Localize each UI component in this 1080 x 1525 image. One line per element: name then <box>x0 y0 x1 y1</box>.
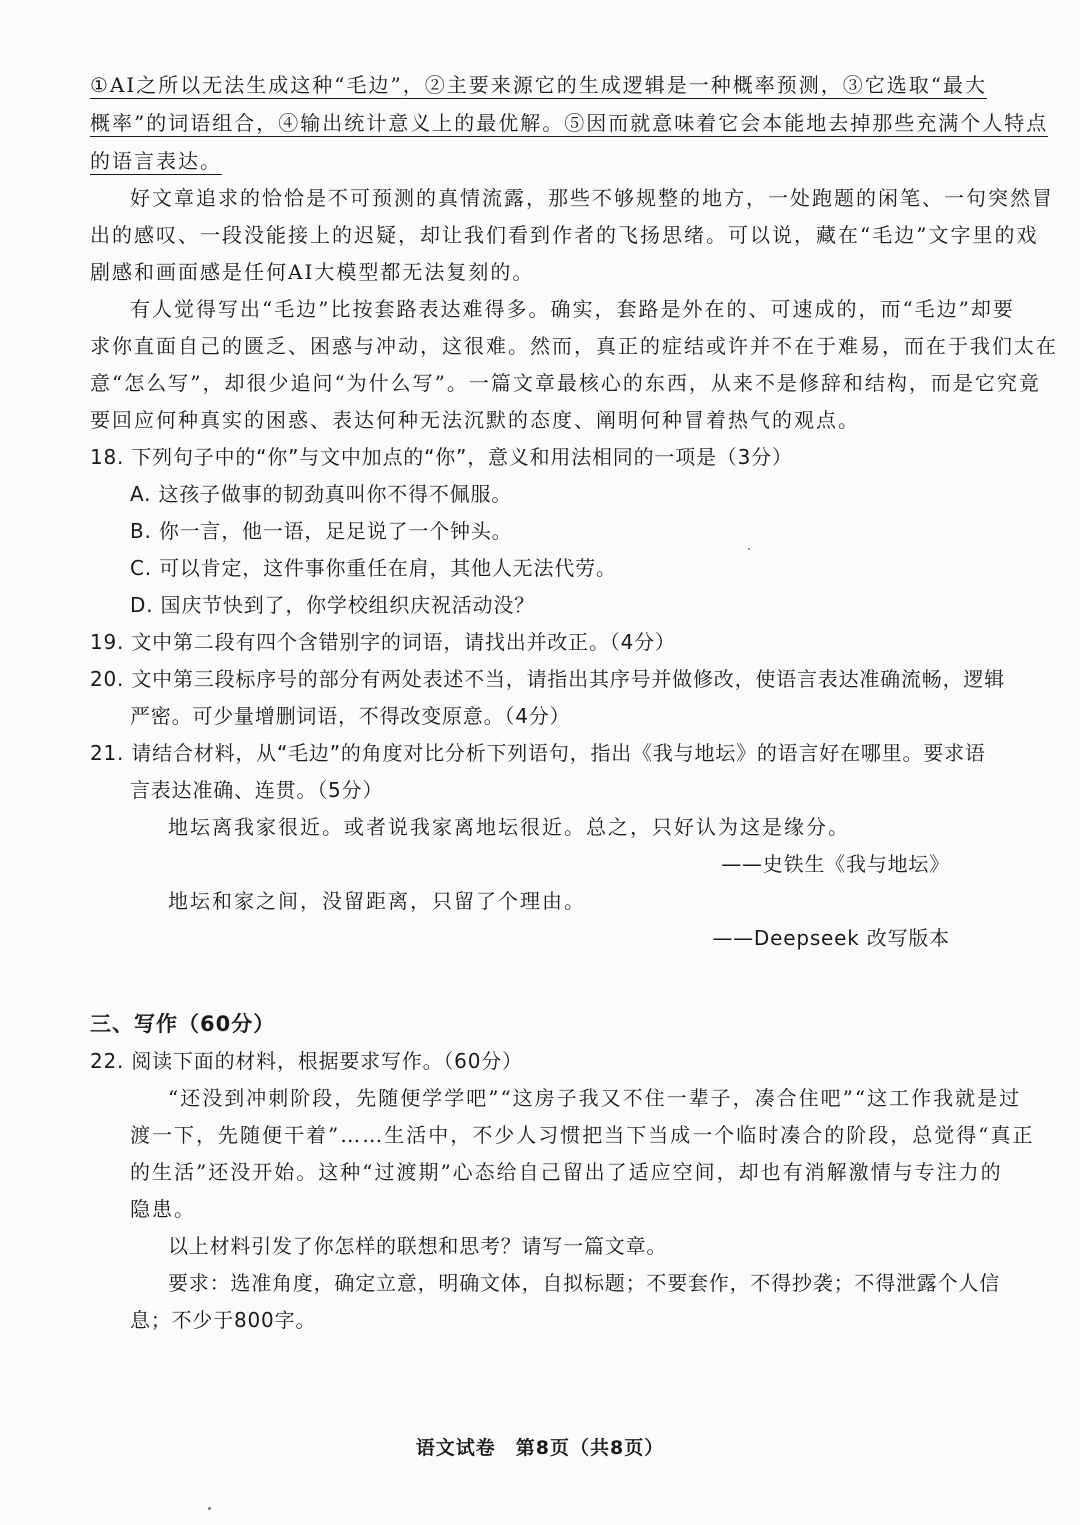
question-18-option-c: C. 可以肯定，这件事你重任在肩，其他人无法代劳。 <box>130 556 617 580</box>
question-21-stem-line1: 21. 请结合材料，从“毛边”的角度对比分析下列语句，指出《我与地坛》的语言好在哪里。要求语 <box>90 741 986 765</box>
question-18-option-b: B. 你一言，他一语，足足说了一个钟头。 <box>130 519 513 543</box>
question-21-source-rewrite: ——Deepseek 改写版本 <box>712 926 950 950</box>
question-22-requirements-line2: 息；不少于800字。 <box>130 1308 317 1332</box>
question-21-quote-original: 地坛离我家很近。或者说我家离地坛很近。总之，只好认为这是缘分。 <box>168 815 850 839</box>
scan-speck <box>208 1507 211 1510</box>
page-footer: 语文试卷 第8页（共8页） <box>415 1437 665 1459</box>
question-19-stem: 19. 文中第二段有四个含错别字的词语，请找出并改正。（4分） <box>90 630 676 654</box>
question-21-quote-rewrite: 地坛和家之间，没留距离，只留了个理由。 <box>168 889 586 913</box>
sentence-5-part1: ⑤因而就意味着它会本能地去掉那些充满个人特点 <box>564 111 1049 135</box>
passage-p3-line2: 求你直面自己的匮乏、困惑与冲动，这很难。然而，真正的症结或许并不在于难易，而在于我们太在 <box>90 334 1058 358</box>
passage-p2-line3: 剧感和画面感是任何AI大模型都无法复刻的。 <box>90 260 535 284</box>
question-21-source-original: ——史铁生《我与地坛》 <box>721 852 950 876</box>
passage-p2-line2: 出的感叹、一段没能接上的迟疑，却让我们看到作者的飞扬思绪。可以说，藏在“毛边”文字里的戏 <box>90 223 1039 247</box>
scan-speck <box>748 548 750 550</box>
section-3-heading: 三、写作（60分） <box>90 1012 276 1036</box>
question-22-material-line1: “还没到冲刺阶段，先随便学学吧”“这房子我又不住一辈子，凑合住吧”“这工作我就是过 <box>168 1086 1022 1110</box>
question-22-material-line2: 渡一下，先随便干着”……生活中，不少人习惯把当下当成一个临时凑合的阶段，总觉得“真正 <box>130 1123 1035 1147</box>
passage-p3-line3: 意“怎么写”，却很少追问“为什么写”。一篇文章最核心的东西，从来不是修辞和结构，而是它究竟 <box>90 371 1041 395</box>
passage-p1-line2 <box>90 108 1048 138</box>
question-18-option-d: D. 国庆节快到了，你学校组织庆祝活动没？ <box>130 593 535 617</box>
question-22-prompt: 以上材料引发了你怎样的联想和思考？请写一篇文章。 <box>168 1234 668 1258</box>
sentence-5-part2: 的语言表达。 <box>90 149 222 173</box>
question-18-stem: 18. 下列句子中的“你”与文中加点的“你”，意义和用法相同的一项是（3分） <box>90 445 793 469</box>
question-22-material-line4: 隐患。 <box>130 1197 196 1221</box>
question-22-material-line3: 的生活”还没开始。这种“过渡期”心态给自己留出了适应空间，却也有消解激情与专注力的 <box>130 1160 1003 1184</box>
question-18-option-a: A. 这孩子做事的韧劲真叫你不得不佩服。 <box>130 482 513 506</box>
question-22-stem: 22. 阅读下面的材料，根据要求写作。（60分） <box>90 1049 523 1073</box>
passage-p2-line1: 好文章追求的恰恰是不可预测的真情流露，那些不够规整的地方，一处跑题的闲笔、一句突然冒 <box>130 186 1054 210</box>
sentence-3-part2: 概率”的词语组合， <box>90 111 279 135</box>
sentence-4: ④输出统计意义上的最优解。 <box>278 111 565 135</box>
question-20-stem-line2: 严密。可少量增删词语，不得改变原意。（4分） <box>130 704 571 728</box>
sentence-2: ②主要来源它的生成逻辑是一种概率预测， <box>424 73 843 97</box>
sentence-3-part1: ③它选取“最大 <box>842 73 987 97</box>
sentence-1: ①AI之所以无法生成这种“毛边”， <box>90 73 425 97</box>
passage-p1-line3 <box>90 146 222 176</box>
question-20-stem-line1: 20. 文中第三段标序号的部分有两处表述不当，请指出其序号并做修改，使语言表达准确流畅，逻辑 <box>90 667 1005 691</box>
passage-p3-line1: 有人觉得写出“毛边”比按套路表达难得多。确实，套路是外在的、可速成的，而“毛边”却要 <box>130 297 1015 321</box>
passage-p1-line1 <box>90 70 987 100</box>
passage-p3-line4: 要回应何种真实的困惑、表达何种无法沉默的态度、阐明何种冒着热气的观点。 <box>90 408 860 432</box>
question-22-requirements-line1: 要求：选准角度，确定立意，明确文体，自拟标题；不要套作，不得抄袭；不得泄露个人信 <box>168 1271 1000 1295</box>
question-21-stem-line2: 言表达准确、连贯。（5分） <box>130 778 384 802</box>
